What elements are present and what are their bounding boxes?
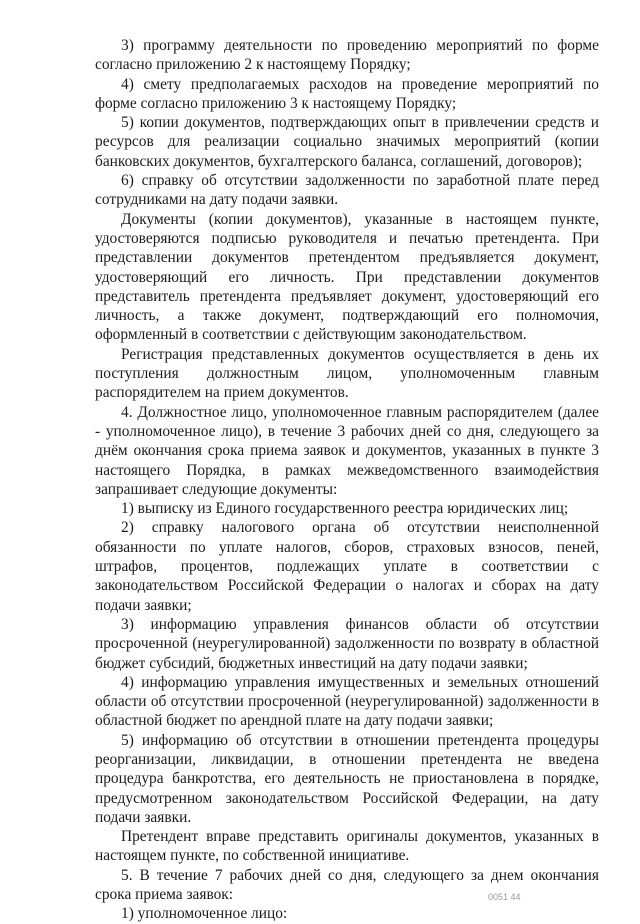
paragraph-item-4: 4) смету предполагаемых расходов на проведение мероприятий по форме согласно приложению 3 к настоящему Порядку; bbox=[95, 75, 599, 112]
paragraph-item-3: 3) программу деятельности по проведению мероприятий по форме согласно приложению 2 к настоящему Порядку; bbox=[95, 37, 599, 74]
footer-mark: 0051 44 bbox=[488, 892, 521, 902]
paragraph-registration: Регистрация представленных документов осуществляется в день их поступления должностным лицом, уполномоченным главным распорядителем на прием документов. bbox=[95, 345, 599, 402]
paragraph-section-4: 4. Должностное лицо, уполномоченное главным распорядителем (далее - уполномоченное лицо), в течение 3 рабочих дней со дня, следующего за днём окончания срока приема заявок и документов, указанных в пункте 3 настоящего Порядка, в рамках межведомственного взаимодействия запрашивает следующие документы: bbox=[95, 403, 599, 498]
paragraph-request-1: 1) выписку из Единого государственного реестра юридических лиц; bbox=[121, 500, 569, 518]
paragraph-originals: Претендент вправе представить оригиналы документов, указанных в настоящем пункте, по собственной инициативе. bbox=[95, 828, 599, 865]
paragraph-item-5: 5) копии документов, подтверждающих опыт в привлечении средств и ресурсов для реализации социально значимых мероприятий (копии банковских документов, бухгалтерского баланса, соглашений, договоров); bbox=[95, 114, 599, 170]
paragraph-documents-certification: Документы (копии документов), указанные в настоящем пункте, удостоверяются подписью руководителя и печатью претендента. При представлении документов претендентом предъявляется документ, удостоверяющий его личность. При представлении документов представитель претендента предъявляет документ, удостоверяющий его личность, а также документ, подтверждающий его полномочия, оформленный в соответствии с действующим законодательством. bbox=[95, 210, 599, 344]
document-body bbox=[95, 36, 599, 924]
paragraph-section-5: 5. В течение 7 рабочих дней со дня, следующего за днем окончания срока приема заявок: bbox=[95, 866, 599, 904]
paragraph-request-3: 3) информацию управления финансов области об отсутствии просроченной (неурегулированной) задолженности по возврату в областной бюджет субсидий, бюджетных инвестиций на дату подачи заявки; bbox=[95, 615, 599, 672]
paragraph-section-5-item-1: 1) уполномоченное лицо: bbox=[121, 905, 288, 923]
paragraph-request-2: 2) справку налогового органа об отсутствии неисполненной обязанности по уплате налогов, сборов, страховых взносов, пеней, штрафов, процентов, подлежащих уплате в соответствии с законодательством Российской Федерации о налогах и сборах на дату подачи заявки; bbox=[95, 519, 599, 614]
paragraph-request-5: 5) информацию об отсутствии в отношении претендента процедуры реорганизации, ликвидации, в отношении претендента не введена процедура банкротства, его деятельность не приостановлена в порядке, предусмотренном законодательством Российской Федерации, на дату подачи заявки. bbox=[95, 731, 599, 826]
paragraph-request-4: 4) информацию управления имущественных и земельных отношений области об отсутствии просроченной (неурегулированной) задолженности в областной бюджет по арендной плате на дату подачи заявки; bbox=[95, 673, 599, 730]
paragraph-item-6: 6) справку об отсутствии задолженности по заработной плате перед сотрудниками на дату подачи заявки. bbox=[95, 172, 599, 209]
